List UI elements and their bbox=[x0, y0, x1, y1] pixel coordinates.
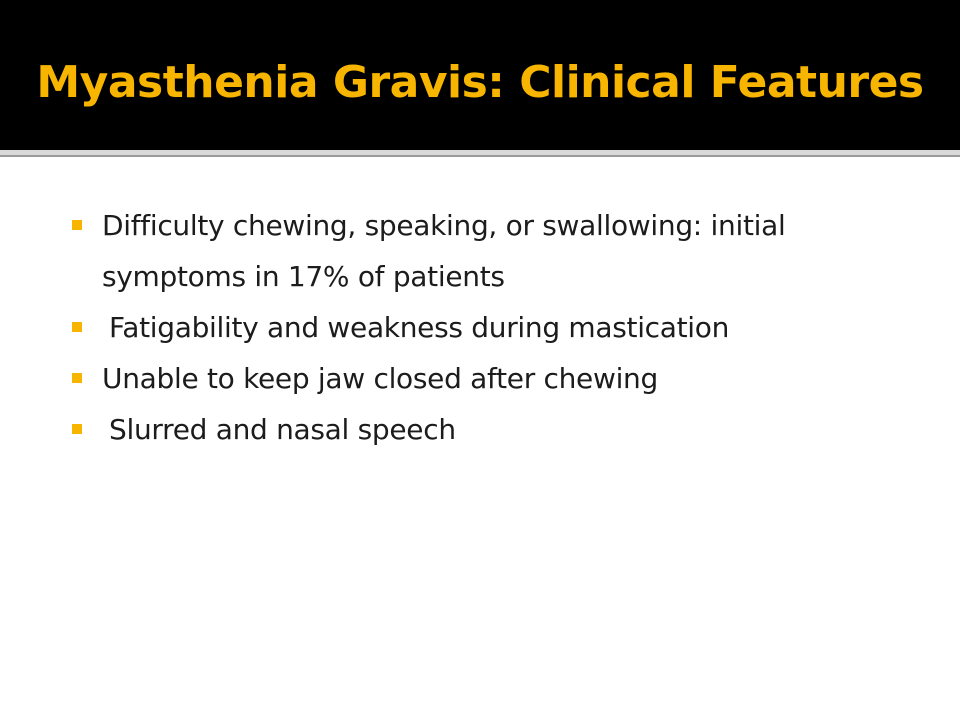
square-bullet-icon bbox=[72, 424, 82, 434]
slide-title: Myasthenia Gravis: Clinical Features bbox=[36, 57, 924, 108]
title-divider-dark bbox=[0, 155, 960, 157]
bullet-text: Unable to keep jaw closed after chewing bbox=[102, 362, 658, 395]
title-bar bbox=[0, 0, 960, 150]
bullet-list bbox=[70, 200, 930, 455]
bullet-item bbox=[70, 302, 930, 353]
bullet-item bbox=[70, 200, 930, 302]
bullet-text: Slurred and nasal speech bbox=[109, 413, 456, 446]
bullet-text: Fatigability and weakness during mastication bbox=[109, 311, 730, 344]
bullet-item bbox=[70, 404, 930, 455]
bullet-text: Difficulty chewing, speaking, or swallowing: initial symptoms in 17% of patients bbox=[102, 209, 786, 293]
bullet-item bbox=[70, 353, 930, 404]
square-bullet-icon bbox=[72, 373, 82, 383]
square-bullet-icon bbox=[72, 220, 82, 230]
square-bullet-icon bbox=[72, 322, 82, 332]
